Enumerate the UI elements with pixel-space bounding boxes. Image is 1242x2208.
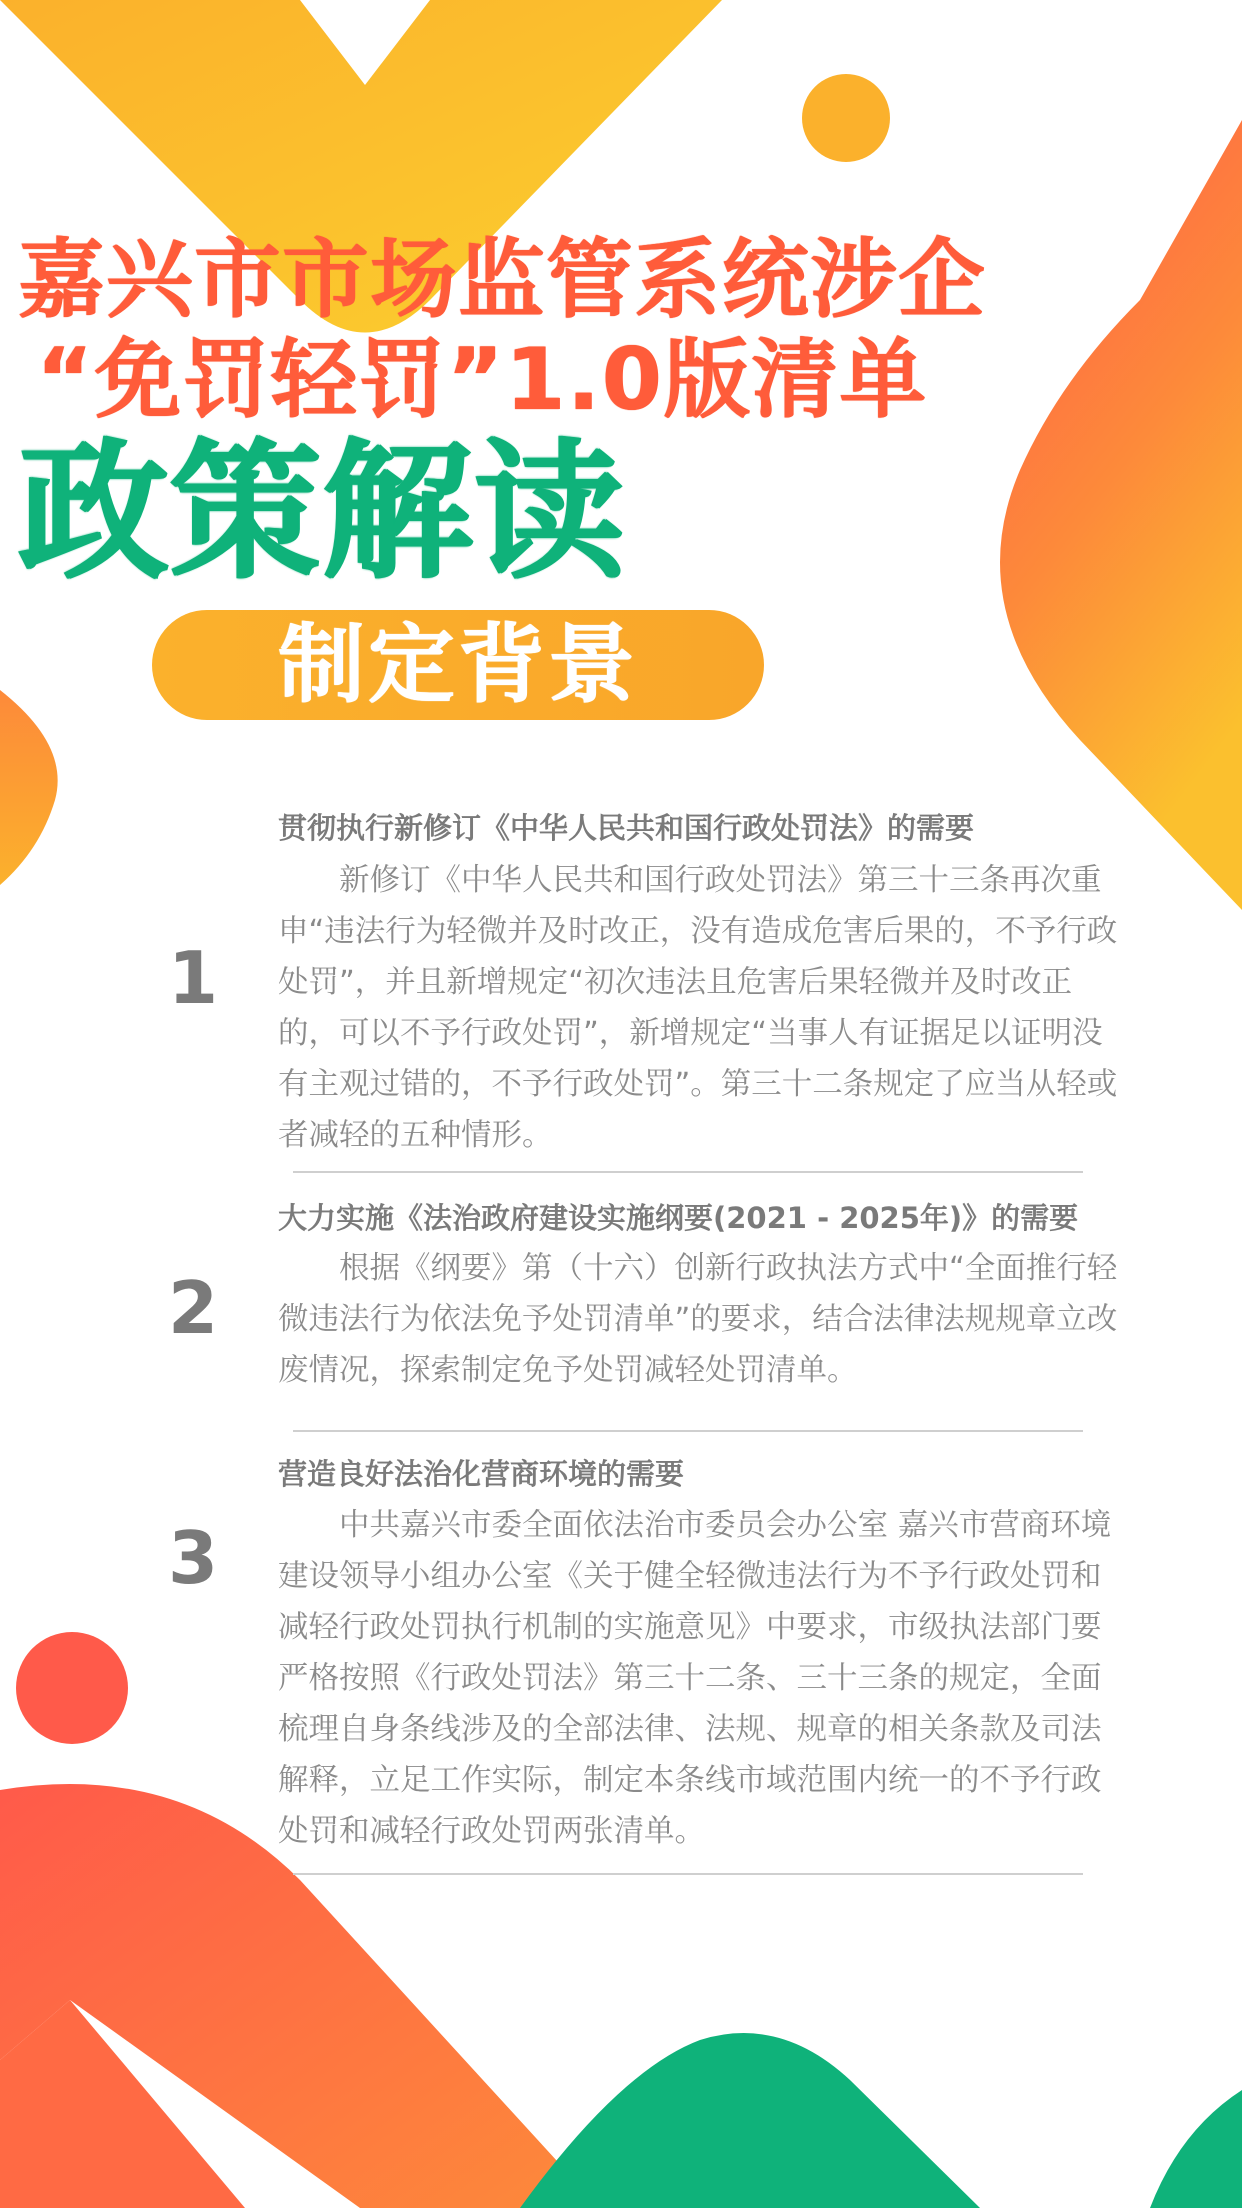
left-edge-shape [0,690,58,885]
pill-label: 制定背景 [278,615,638,715]
section-number: 3 [168,1516,219,1600]
background-pill [152,610,764,720]
section-title: 大力实施《法治政府建设实施纲要(2021 - 2025年)》的需要 [278,1201,1079,1235]
section-number: 2 [168,1266,219,1350]
section-body: 新修订《中华人民共和国行政处罚法》第三十三条再次重申“违法行为轻微并及时改正，没有造成危害后果的，不予行政处罚”，并且新增规定“初次违法且危害后果轻微并及时改正的，可以不予行政处罚”，新增规定“当事人有证据足以证明没有主观过错的，不予行政处罚”。第三十二条规定了应当从轻或者减轻的五种情形。 [278,863,1118,1153]
section-title: 营造良好法治化营商环境的需要 [278,1457,685,1491]
section-title: 贯彻执行新修订《中华人民共和国行政处罚法》的需要 [278,811,975,845]
bottom-green-shape [520,2033,980,2208]
coral-dot [16,1632,128,1744]
divider [293,1430,1083,1432]
title-line-1: 嘉兴市市场监管系统涉企 [18,230,986,330]
right-band-shape [1000,120,1242,910]
section-body: 根据《纲要》第（十六）创新行政执法方式中“全面推行轻微违法行为依法免予处罚清单”的要求，结合法律法规规章立改废情况，探索制定免予处罚减轻处罚清单。 [278,1251,1118,1388]
section-number: 1 [168,936,219,1020]
divider [293,1171,1083,1173]
title-line-2: “免罚轻罚”1.0版清单 [36,330,928,430]
section-body: 中共嘉兴市委全面依法治市委员会办公室 嘉兴市营商环境建设领导小组办公室《关于健全轻微违法行为不予行政处罚和减轻行政处罚执行机制的实施意见》中要求，市级执法部门要严格按照《行政处罚法》第三十二条、三十三条的规定，全面梳理自身条线涉及的全部法律、法规、规章的相关条款及司法解释，立足工作实际，制定本条线市域范围内统一的不予行政处罚和减轻行政处罚两张清单。 [278,1508,1112,1849]
bottom-right-green [1150,2090,1242,2208]
yellow-dot [802,74,890,162]
divider [293,1873,1083,1875]
policy-interpretation-title: 政策解读 [18,426,627,600]
